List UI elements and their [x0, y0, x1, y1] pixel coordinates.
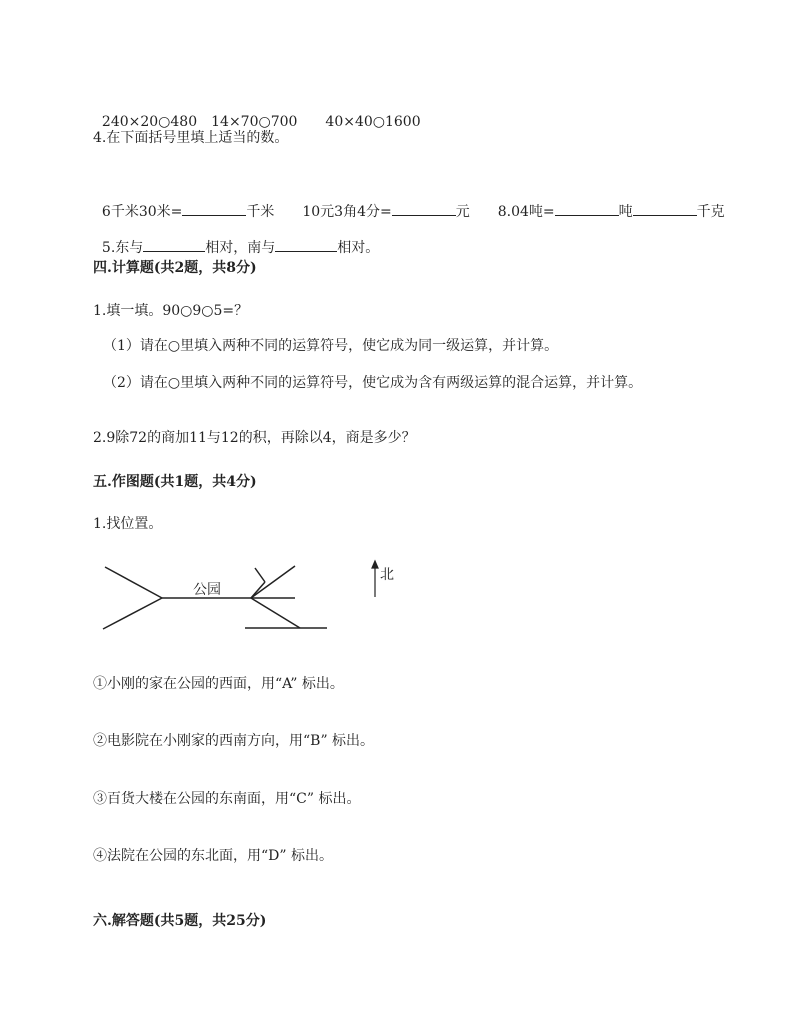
map-north-label: 北 [380, 567, 394, 583]
s4-q2: 2.9除72的商加11与12的积，再除以4，商是多少？ [93, 430, 416, 446]
comparison-2: 14×70○700 [211, 114, 298, 130]
s4-q1: 1.填一填。90○9○5=？ [93, 303, 249, 319]
task-b: ②电影院在小刚家的西南方向，用“B” 标出。 [93, 733, 375, 749]
q5-part2: 相对，南与 [205, 240, 276, 256]
q5-row [93, 217, 379, 258]
section5-title: 五.作图题(共1题，共4分) [93, 474, 257, 490]
section6-title: 六.解答题(共5题，共25分) [93, 913, 267, 929]
blank-east[interactable] [143, 237, 205, 252]
q4-item-1-before: 6千米30米= [101, 204, 183, 220]
blank-2[interactable] [392, 201, 456, 216]
blank-south[interactable] [275, 237, 337, 252]
map-road-west-upper [105, 567, 162, 598]
blank-4[interactable] [633, 201, 697, 216]
q4-item-2-after: 元 [455, 204, 470, 220]
s5-q1: 1.找位置。 [93, 516, 163, 532]
q4-title: 4.在下面括号里填上适当的数。 [93, 130, 289, 146]
map-road-branch-tip [255, 568, 265, 582]
comparison-row [93, 92, 421, 132]
q4-item-2-before: 10元3角4分= [302, 204, 392, 220]
q5-part1: 5.东与 [101, 240, 144, 256]
s4-q1-sub2: （2）请在○里填入两种不同的运算符号，使它成为含有两级运算的混合运算，并计算。 [103, 375, 643, 391]
q4-item-3-after: 吨 [618, 204, 633, 220]
map-road-west-lower [103, 598, 162, 629]
section4-title: 四.计算题(共2题，共8分) [93, 260, 257, 276]
task-d: ④法院在公园的东北面，用“D” 标出。 [93, 848, 333, 864]
comparison-3: 40×40○1600 [325, 114, 421, 130]
task-a: ①小刚的家在公园的西面，用“A” 标出。 [93, 676, 344, 692]
q5-part3: 相对。 [337, 240, 380, 256]
blank-3[interactable] [555, 201, 619, 216]
park-map [95, 555, 415, 645]
map-park-label: 公园 [193, 582, 221, 598]
task-c: ③百货大楼在公园的东南面，用“C” 标出。 [93, 791, 361, 807]
q4-item-1-after: 千米 [246, 204, 275, 220]
comparison-1: 240×20○480 [101, 114, 198, 130]
s4-q1-sub1: （1）请在○里填入两种不同的运算符号，使它成为同一级运算，并计算。 [103, 338, 559, 354]
q4-item-4-after: 千克 [696, 204, 725, 220]
map-road-southeast [251, 598, 300, 628]
q4-item-3-before: 8.04吨= [497, 204, 555, 220]
blank-1[interactable] [182, 201, 246, 216]
q4-items-row [93, 181, 725, 222]
